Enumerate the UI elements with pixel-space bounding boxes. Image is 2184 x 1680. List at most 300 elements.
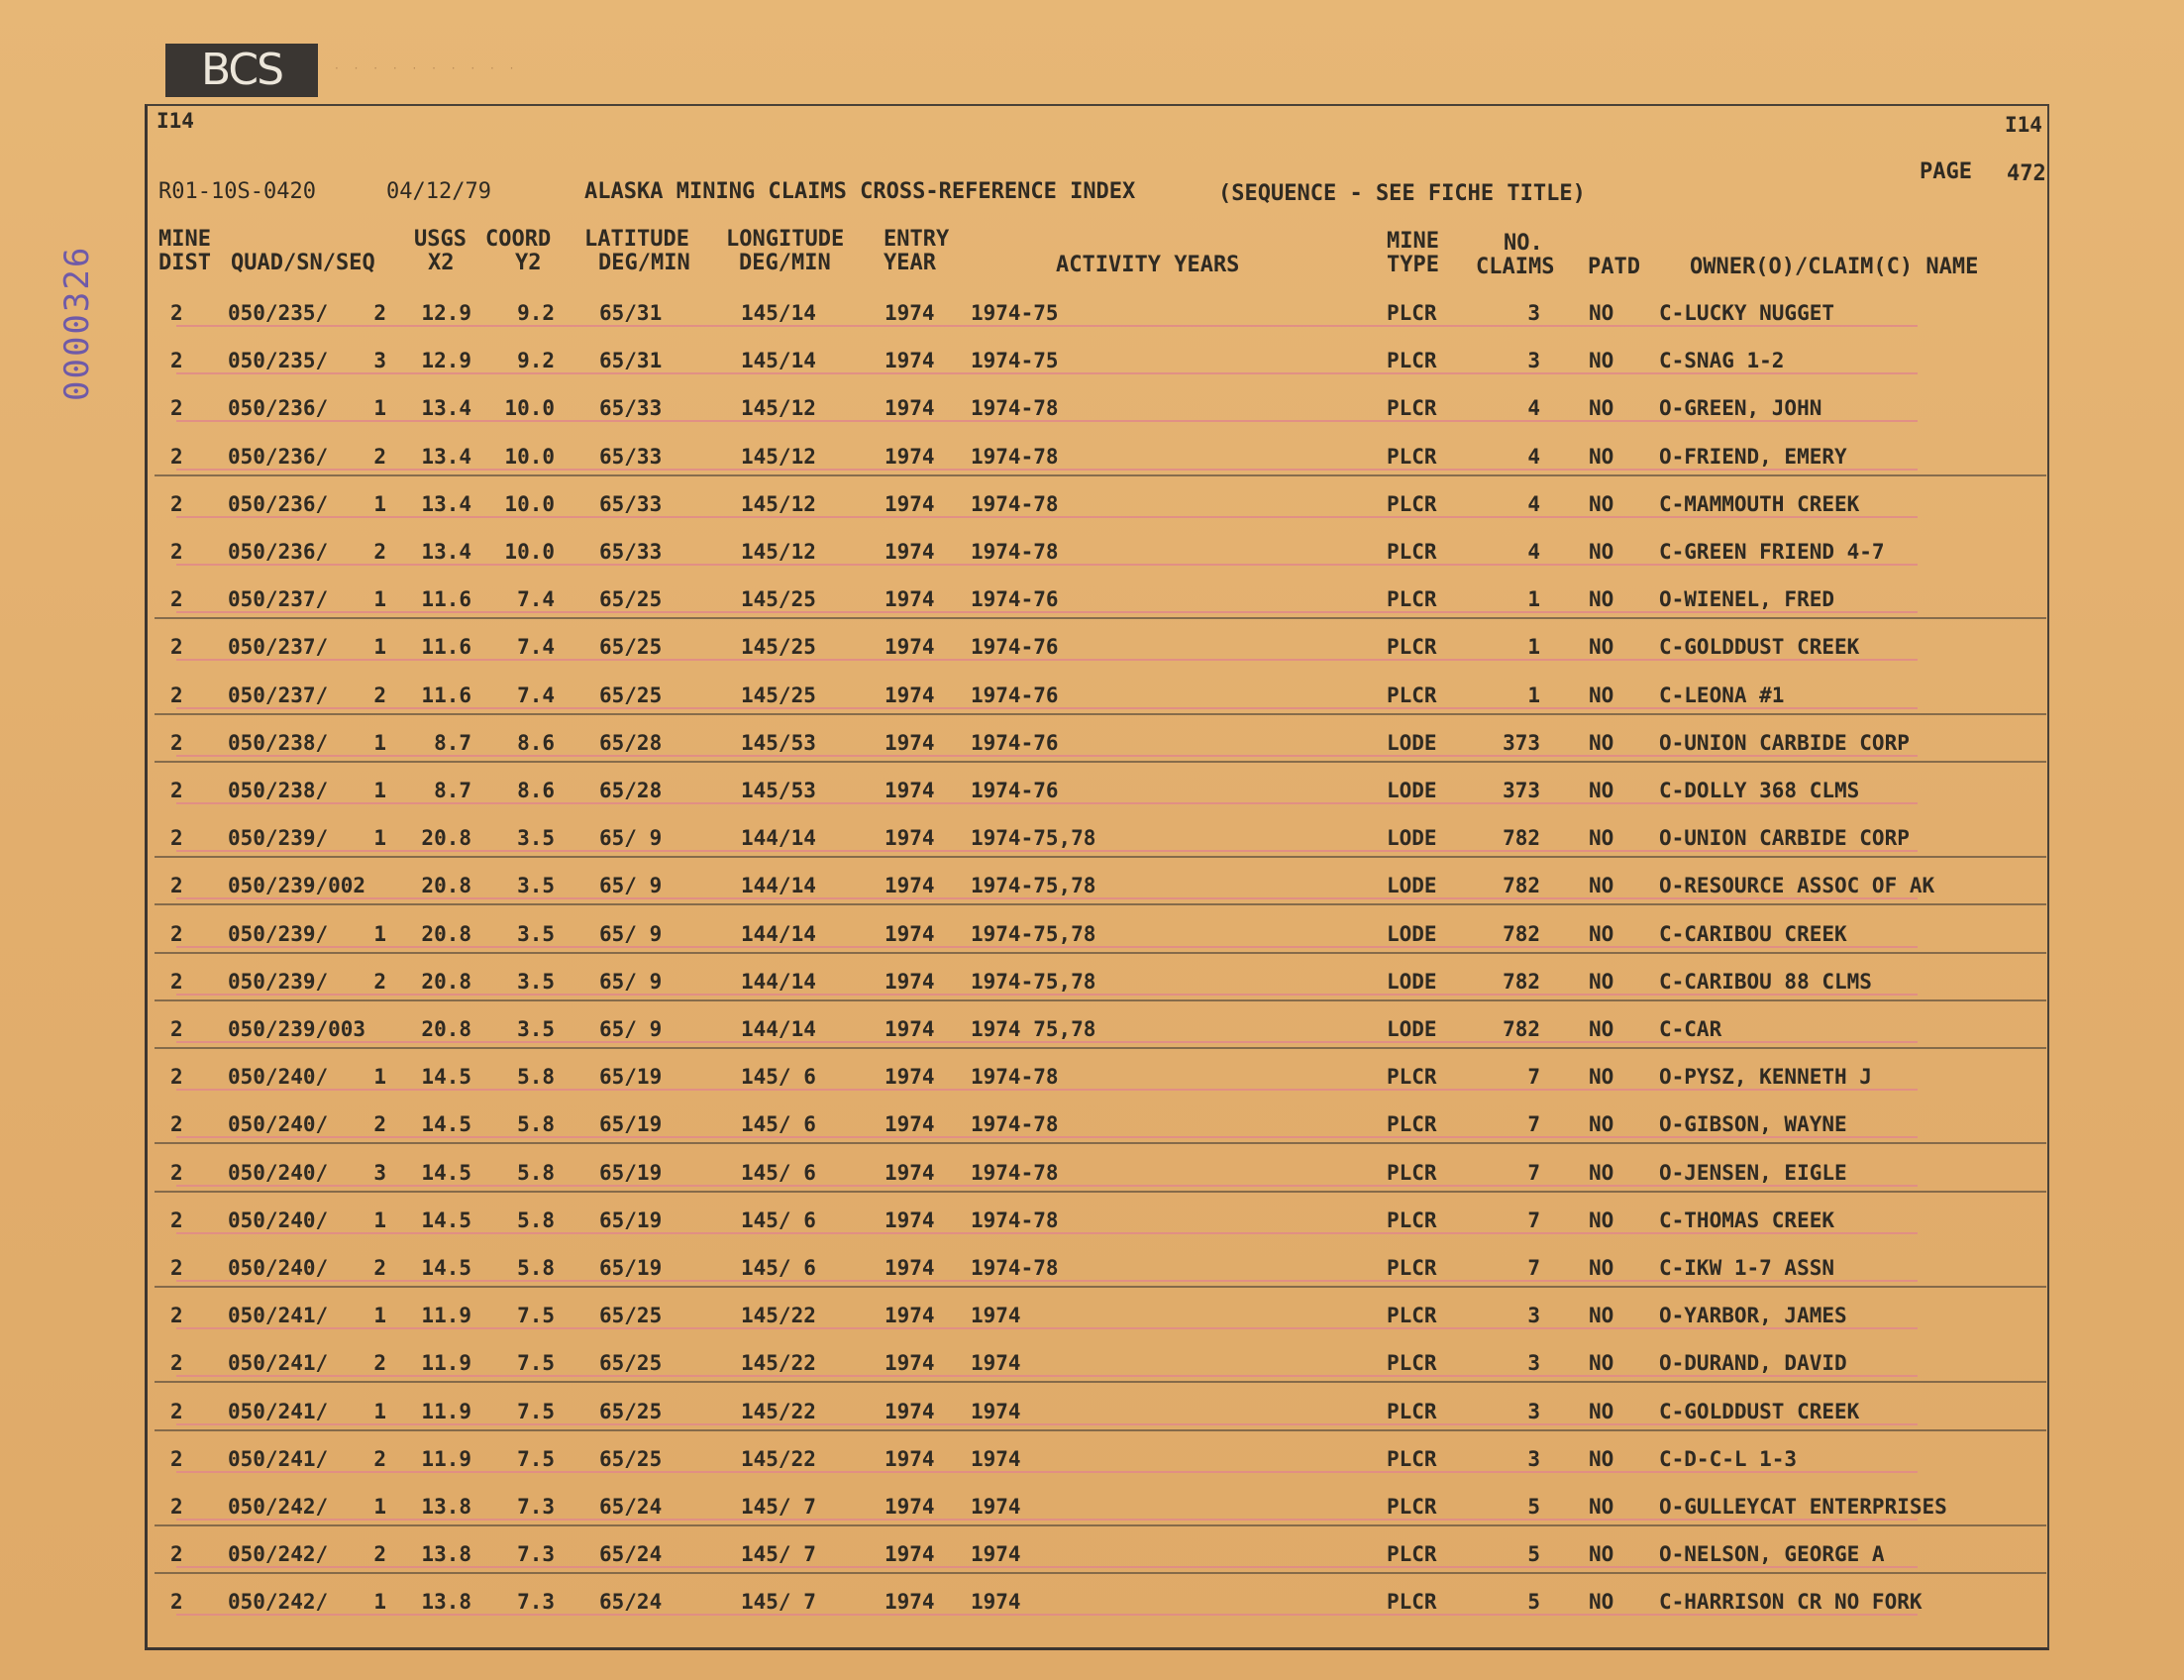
cell-claims: 3 [1527,1304,1540,1328]
cell-x2: 11.6 [421,635,471,660]
cell-patd: NO [1589,1590,1614,1615]
cell-longitude: 145/ 7 [741,1590,816,1615]
row-separator-line [155,856,2046,858]
cell-entry-year: 1974 [884,301,935,325]
cell-patd: NO [1589,491,1614,516]
cell-mine-type: PLCR [1387,635,1437,660]
cell-owner-claim-name: O-GULLEYCAT ENTERPRISES [1659,1495,1947,1519]
cell-seq: 2 [373,1112,386,1137]
cell-y2: 7.4 [517,635,555,660]
cell-activity-years: 1974-75 [971,301,1059,325]
cell-activity-years: 1974 [971,1446,1021,1471]
cell-seq: 1 [373,1304,386,1328]
cell-activity-years: 1974-78 [971,1208,1059,1232]
cell-owner-claim-name: C-LEONA #1 [1659,682,1785,707]
cell-mine-dist: 2 [170,730,183,755]
cell-entry-year: 1974 [884,826,935,851]
cell-owner-claim-name: O-NELSON, GEORGE A [1659,1542,1885,1567]
cell-activity-years: 1974 75,78 [971,1017,1096,1041]
cell-y2: 7.5 [517,1351,555,1376]
table-row [149,864,2046,910]
cell-entry-year: 1974 [884,491,935,516]
cell-entry-year: 1974 [884,779,935,802]
cell-mine-type: PLCR [1387,1208,1437,1232]
cell-mine-type: PLCR [1387,1160,1437,1185]
cell-longitude: 145/14 [741,349,816,373]
cell-entry-year: 1974 [884,1446,935,1471]
cell-longitude: 145/12 [741,491,816,516]
col-owner-name: OWNER(O)/CLAIM(C) NAME [1690,255,1979,279]
cell-patd: NO [1589,1495,1614,1519]
cell-patd: NO [1589,921,1614,946]
cell-longitude: 145/12 [741,396,816,421]
cell-activity-years: 1974-78 [971,1065,1059,1090]
cell-owner-claim-name: C-MAMMOUTH CREEK [1659,491,1860,516]
cell-mine-type: LODE [1387,969,1437,994]
cell-mine-dist: 2 [170,349,183,373]
cell-mine-dist: 2 [170,1399,183,1423]
table-row [149,1151,2046,1198]
cell-x2: 13.8 [421,1495,471,1519]
cell-longitude: 145/12 [741,540,816,564]
cell-quad: 050/236/ [228,396,329,421]
row-strike-line [176,1566,1918,1568]
cell-claims: 782 [1503,874,1540,898]
cell-claims: 3 [1527,1351,1540,1376]
cell-x2: 11.6 [421,682,471,707]
cell-seq: 1 [373,921,386,946]
row-strike-line [176,1280,1918,1282]
cell-owner-claim-name: O-GREEN, JOHN [1659,396,1822,421]
cell-latitude: 65/25 [599,1351,663,1376]
cell-y2: 5.8 [517,1208,555,1232]
col-latitude-2: DEG/MIN [598,251,690,275]
cell-y2: 7.5 [517,1446,555,1471]
cell-quad: 050/236/ [228,444,329,469]
table-row [149,816,2046,863]
row-separator-line [155,1381,2046,1383]
cell-y2: 7.3 [517,1590,555,1615]
cell-x2: 14.5 [421,1160,471,1185]
cell-mine-type: PLCR [1387,349,1437,373]
row-separator-line [155,1572,2046,1574]
row-strike-line [176,1423,1918,1425]
table-row [149,578,2046,624]
col-y2: Y2 [515,251,542,275]
cell-longitude: 145/14 [741,301,816,325]
row-separator-line [155,903,2046,905]
cell-mine-type: LODE [1387,779,1437,802]
table-row [149,1055,2046,1102]
cell-seq: 3 [373,1160,386,1185]
cell-y2: 5.8 [517,1256,555,1280]
cell-owner-claim-name: C-CAR [1659,1017,1722,1041]
cell-mine-dist: 2 [170,921,183,946]
cell-owner-claim-name: C-DOLLY 368 CLMS [1659,779,1860,802]
row-strike-line [176,325,1918,327]
cell-x2: 13.4 [421,540,471,564]
table-row [149,1485,2046,1531]
cell-seq: 2 [373,444,386,469]
cell-mine-dist: 2 [170,1160,183,1185]
cell-claims: 3 [1527,301,1540,325]
row-strike-line [176,850,1918,852]
cell-quad: 050/238/ [228,779,329,802]
cell-claims: 4 [1527,491,1540,516]
cell-quad: 050/237/ [228,635,329,660]
cell-claims: 1 [1527,682,1540,707]
cell-longitude: 145/ 6 [741,1256,816,1280]
cell-entry-year: 1974 [884,1160,935,1185]
cell-owner-claim-name: C-GREEN FRIEND 4-7 [1659,540,1885,564]
cell-claims: 7 [1527,1065,1540,1090]
cell-mine-type: PLCR [1387,444,1437,469]
cell-activity-years: 1974-78 [971,444,1059,469]
cell-seq: 2 [373,1351,386,1376]
cell-quad: 050/242/ [228,1590,329,1615]
table-row [149,1580,2046,1627]
cell-y2: 5.8 [517,1065,555,1090]
table-row [149,769,2046,815]
cell-y2: 3.5 [517,969,555,994]
cell-y2: 3.5 [517,874,555,898]
cell-activity-years: 1974-76 [971,730,1059,755]
row-strike-line [176,469,1918,471]
cell-seq: 2 [373,301,386,325]
cell-latitude: 65/ 9 [599,1017,663,1041]
cell-entry-year: 1974 [884,1495,935,1519]
cell-quad: 050/241/ [228,1304,329,1328]
cell-entry-year: 1974 [884,682,935,707]
row-strike-line [176,564,1918,566]
cell-seq: 1 [373,1590,386,1615]
cell-latitude: 65/19 [599,1112,663,1137]
cell-mine-dist: 2 [170,1017,183,1041]
cell-x2: 20.8 [421,826,471,851]
cell-activity-years: 1974-76 [971,587,1059,612]
cell-claims: 5 [1527,1542,1540,1567]
cell-entry-year: 1974 [884,1542,935,1567]
row-separator-line [155,1142,2046,1144]
cell-mine-dist: 2 [170,1304,183,1328]
cell-quad: 050/238/ [228,730,329,755]
cell-quad: 050/240/ [228,1112,329,1137]
cell-latitude: 65/31 [599,349,663,373]
report-title: ALASKA MINING CLAIMS CROSS-REFERENCE INDEX [584,179,1136,204]
cell-quad: 050/235/ [228,301,329,325]
col-x2: X2 [428,251,455,275]
cell-mine-dist: 2 [170,1112,183,1137]
cell-latitude: 65/19 [599,1160,663,1185]
row-separator-line [155,952,2046,954]
cell-mine-type: PLCR [1387,301,1437,325]
cell-seq: 1 [373,1065,386,1090]
cell-claims: 4 [1527,444,1540,469]
row-separator-line [155,1429,2046,1431]
cell-claims: 4 [1527,396,1540,421]
cell-y2: 7.5 [517,1399,555,1423]
cell-mine-type: LODE [1387,874,1437,898]
row-strike-line [176,755,1918,757]
cell-entry-year: 1974 [884,1256,935,1280]
row-strike-line [176,611,1918,613]
cell-patd: NO [1589,1017,1614,1041]
cell-owner-claim-name: O-WIENEL, FRED [1659,587,1835,612]
cell-x2: 12.9 [421,301,471,325]
report-date: 04/12/79 [386,179,491,204]
cell-owner-claim-name: C-D-C-L 1-3 [1659,1446,1798,1471]
col-longitude-1: LONGITUDE [726,227,845,252]
cell-y2: 10.0 [504,444,555,469]
row-separator-line [155,474,2046,476]
col-mine-type-2: TYPE [1387,253,1439,277]
cell-x2: 11.9 [421,1304,471,1328]
table-row [149,435,2046,481]
cell-x2: 14.5 [421,1208,471,1232]
cell-quad: 050/241/ [228,1351,329,1376]
cell-quad: 050/240/ [228,1160,329,1185]
cell-latitude: 65/ 9 [599,826,663,851]
cell-claims: 1 [1527,635,1540,660]
cell-seq: 2 [373,1446,386,1471]
cell-mine-dist: 2 [170,1256,183,1280]
cell-y2: 3.5 [517,1017,555,1041]
cell-mine-dist: 2 [170,1065,183,1090]
cell-quad: 050/239/ [228,826,329,851]
col-activity: ACTIVITY YEARS [1056,253,1240,277]
cell-longitude: 144/14 [741,921,816,946]
cell-claims: 3 [1527,1399,1540,1423]
cell-x2: 13.4 [421,396,471,421]
row-strike-line [176,1185,1918,1187]
cell-seq: 1 [373,1399,386,1423]
cell-patd: NO [1589,969,1614,994]
cell-patd: NO [1589,349,1614,373]
cell-y2: 3.5 [517,826,555,851]
cell-longitude: 145/53 [741,730,816,755]
cell-quad: 050/242/ [228,1495,329,1519]
col-entry-1: ENTRY [884,227,950,252]
cell-entry-year: 1974 [884,1304,935,1328]
cell-x2: 8.7 [434,779,471,802]
cell-x2: 8.7 [434,730,471,755]
cell-owner-claim-name: C-CARIBOU CREEK [1659,921,1847,946]
cell-mine-dist: 2 [170,587,183,612]
cell-seq: 1 [373,826,386,851]
cell-claims: 3 [1527,349,1540,373]
cell-patd: NO [1589,874,1614,898]
cell-owner-claim-name: O-UNION CARBIDE CORP [1659,730,1910,755]
row-strike-line [176,707,1918,709]
cell-entry-year: 1974 [884,1399,935,1423]
cell-x2: 13.4 [421,444,471,469]
cell-mine-type: PLCR [1387,1399,1437,1423]
cell-latitude: 65/31 [599,301,663,325]
cell-activity-years: 1974-78 [971,491,1059,516]
cell-seq: 1 [373,1208,386,1232]
cell-owner-claim-name: O-UNION CARBIDE CORP [1659,826,1910,851]
cell-mine-type: PLCR [1387,540,1437,564]
cell-claims: 3 [1527,1446,1540,1471]
cell-mine-dist: 2 [170,1542,183,1567]
cell-patd: NO [1589,301,1614,325]
row-strike-line [176,372,1918,374]
cell-mine-type: PLCR [1387,1542,1437,1567]
cell-entry-year: 1974 [884,730,935,755]
cell-patd: NO [1589,1160,1614,1185]
cell-latitude: 65/25 [599,1399,663,1423]
cell-quad: 050/237/ [228,587,329,612]
cell-mine-dist: 2 [170,874,183,898]
cell-mine-type: PLCR [1387,1112,1437,1137]
row-strike-line [176,1614,1918,1616]
cell-mine-dist: 2 [170,1590,183,1615]
report-id: R01-10S-0420 [158,179,316,204]
cell-patd: NO [1589,587,1614,612]
cell-mine-dist: 2 [170,396,183,421]
cell-mine-dist: 2 [170,1351,183,1376]
table-row [149,339,2046,385]
cell-seq: 1 [373,491,386,516]
cell-x2: 11.6 [421,587,471,612]
cell-latitude: 65/33 [599,444,663,469]
cell-x2: 14.5 [421,1112,471,1137]
bcs-logo: BCS [165,44,318,97]
cell-longitude: 145/ 6 [741,1065,816,1090]
page-label: PAGE [1920,159,1972,184]
table-row [149,482,2046,529]
row-separator-line [155,761,2046,763]
cell-seq: 2 [373,682,386,707]
row-strike-line [176,994,1918,996]
page-code-right: I14 [2005,113,2042,137]
row-separator-line [155,1191,2046,1193]
cell-claims: 7 [1527,1208,1540,1232]
cell-latitude: 65/19 [599,1208,663,1232]
cell-latitude: 65/19 [599,1065,663,1090]
table-row [149,530,2046,577]
cell-x2: 13.8 [421,1542,471,1567]
cell-activity-years: 1974-78 [971,1160,1059,1185]
cell-seq: 1 [373,1495,386,1519]
cell-patd: NO [1589,1446,1614,1471]
cell-mine-dist: 2 [170,1446,183,1471]
cell-owner-claim-name: C-IKW 1-7 ASSN [1659,1256,1835,1280]
cell-seq: 1 [373,779,386,802]
row-separator-line [155,713,2046,715]
cell-entry-year: 1974 [884,1112,935,1137]
cell-y2: 7.3 [517,1495,555,1519]
cell-patd: NO [1589,1304,1614,1328]
cell-y2: 3.5 [517,921,555,946]
cell-seq: 2 [373,1542,386,1567]
row-strike-line [176,1136,1918,1138]
cell-quad: 050/239/ [228,921,329,946]
cell-owner-claim-name: O-FRIEND, EMERY [1659,444,1847,469]
cell-y2: 10.0 [504,396,555,421]
cell-quad: 050/241/ [228,1446,329,1471]
cell-mine-type: LODE [1387,921,1437,946]
document-number-stamp: 0000326 [57,245,97,401]
cell-entry-year: 1974 [884,1590,935,1615]
cell-quad: 050/236/ [228,491,329,516]
row-strike-line [176,1519,1918,1521]
cell-quad: 050/239/002 [228,874,366,898]
cell-entry-year: 1974 [884,1017,935,1041]
cell-activity-years: 1974-78 [971,1256,1059,1280]
cell-y2: 7.4 [517,587,555,612]
cell-entry-year: 1974 [884,969,935,994]
cell-activity-years: 1974-75 [971,349,1059,373]
cell-longitude: 145/12 [741,444,816,469]
table-row [149,721,2046,768]
row-strike-line [176,946,1918,948]
cell-claims: 782 [1503,826,1540,851]
cell-quad: 050/239/003 [228,1017,366,1041]
col-patd: PATD [1588,255,1640,279]
cell-latitude: 65/33 [599,540,663,564]
cell-y2: 10.0 [504,491,555,516]
cell-mine-type: PLCR [1387,1446,1437,1471]
table-row [149,1341,2046,1388]
cell-latitude: 65/25 [599,1304,663,1328]
row-separator-line [155,1047,2046,1049]
cell-patd: NO [1589,540,1614,564]
col-mine-dist-1: MINE [158,227,211,252]
cell-longitude: 145/25 [741,682,816,707]
table-row [149,625,2046,672]
cell-activity-years: 1974 [971,1542,1021,1567]
cell-activity-years: 1974-78 [971,396,1059,421]
cell-mine-type: LODE [1387,826,1437,851]
table-row [149,1007,2046,1054]
cell-seq: 2 [373,540,386,564]
cell-activity-years: 1974 [971,1399,1021,1423]
table-row [149,1437,2046,1484]
table-row [149,912,2046,959]
cell-longitude: 144/14 [741,826,816,851]
col-mine-dist-2: DIST [158,251,211,275]
col-claims-2: CLAIMS [1476,255,1555,279]
cell-patd: NO [1589,1065,1614,1090]
cell-mine-dist: 2 [170,301,183,325]
cell-longitude: 145/25 [741,587,816,612]
cell-owner-claim-name: C-LUCKY NUGGET [1659,301,1835,325]
cell-activity-years: 1974-75,78 [971,874,1096,898]
col-mine-type-1: MINE [1387,229,1439,254]
cell-owner-claim-name: C-GOLDDUST CREEK [1659,635,1860,660]
table-row [149,291,2046,338]
cell-patd: NO [1589,1351,1614,1376]
cell-entry-year: 1974 [884,874,935,898]
cell-x2: 12.9 [421,349,471,373]
table-row [149,1294,2046,1340]
cell-longitude: 145/53 [741,779,816,802]
cell-latitude: 65/25 [599,682,663,707]
row-strike-line [176,420,1918,422]
cell-mine-type: LODE [1387,1017,1437,1041]
cell-longitude: 145/22 [741,1351,816,1376]
cell-y2: 8.6 [517,779,555,802]
cell-quad: 050/236/ [228,540,329,564]
cell-owner-claim-name: O-GIBSON, WAYNE [1659,1112,1847,1137]
cell-activity-years: 1974 [971,1495,1021,1519]
page-code-left: I14 [156,109,194,133]
cell-longitude: 145/22 [741,1446,816,1471]
cell-claims: 7 [1527,1160,1540,1185]
cell-claims: 7 [1527,1256,1540,1280]
col-longitude-2: DEG/MIN [739,251,831,275]
